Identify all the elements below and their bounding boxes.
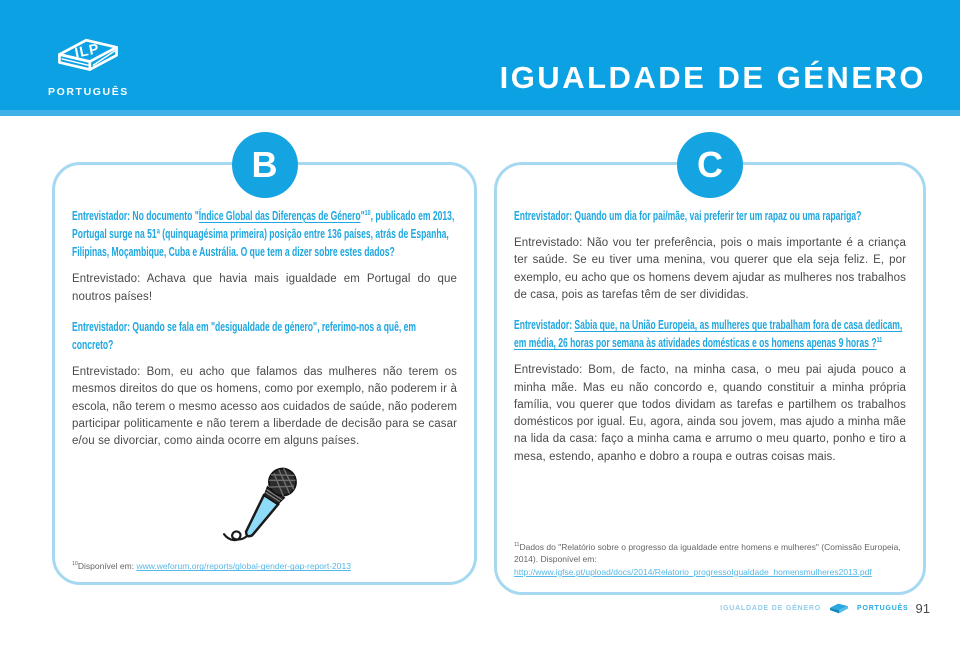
section-b-badge: [232, 132, 298, 198]
footnote-ref-10: 10: [364, 207, 371, 217]
microphone-illustration: [72, 462, 457, 556]
page-title: IGUALDADE DE GÉNERO: [499, 60, 926, 95]
brand-logo: [48, 33, 129, 110]
section-b-card: [52, 144, 477, 585]
interviewer-question-b2: Entrevistador: Quando se fala em "desigualdade de género", referimo-nos a quê, em concreto?: [72, 319, 417, 352]
interviewer-question-c2: Entrevistador: Sabia que, na União Europeia, as mulheres que trabalham fora de casa dedicam, em média, 26 horas por semana às atividades domésticas e os homens apenas 9 horas ?$^{11}$: [514, 318, 903, 351]
footnote-10-link[interactable]: www.weforum.org/reports/global-gender-gap-report-2013: [136, 561, 351, 572]
footnote-ref-11: 11: [876, 335, 883, 345]
logo-ilp-text: ILP: [73, 41, 102, 62]
section-c-card: [494, 144, 926, 595]
interviewee-answer-b1: Entrevistado: Achava que havia mais igualdade em Portugal do que noutros países!: [72, 273, 457, 303]
footnote-11-link[interactable]: http://www.igfse.pt/upload/docs/2014/Relatorio_progressoIgualdade_homensmulheres2013.pdf: [514, 566, 872, 577]
page-footer: [720, 601, 930, 616]
microphone-icon: [217, 462, 313, 556]
underlined-report-title: Índice Global das Diferenças de Género: [198, 209, 361, 223]
section-b-letter: B: [251, 144, 278, 185]
section-c-badge: [677, 132, 743, 198]
interviewer-question-b1: Entrevistador: No documento "Índice Global das Diferenças de Género"$^{10}$, publicado em 2013, Portugal surge na 51ª (quinquagésima primeira) posição entre 136 países, atrás de Espanha, Filipinas, Moçambique, Cuba e Austrália. O que tem a dizer sobre estes dados?: [72, 207, 455, 260]
header-bar: [0, 0, 960, 116]
footnote-10: $^{10}$Disponível em: www.weforum.org/reports/global-gender-gap-report-2013: [72, 561, 351, 572]
footer-book-icon: [828, 602, 850, 615]
page-number: 91: [915, 601, 930, 616]
footnote-11: $^{11}$Dados do "Relatório sobre o progresso da igualdade entre homens e mulheres" (Comissão Europeia, 2014). Disponível em: http://www.igfse.pt/upload/docs/2014/Relatorio_progressoIgualdade_homensmulheres2013.pdf: [514, 542, 901, 577]
interviewee-answer-b2: Entrevistado: Bom, eu acho que falamos das mulheres não terem os mesmos direitos do que os homens, como por exemplo, não poderem ir à escola, não terem o mesmo acesso aos cuidados de saúde, não poderem participar politicamente e não terem a liberdade de decisão para se casar e/ou se divorciar, como ainda ocorre em alguns países.: [72, 366, 457, 448]
interviewer-question-c1: Entrevistador: Quando um dia for pai/mãe, vai preferir ter um rapaz ou uma rapariga?: [514, 209, 862, 223]
section-c-letter: C: [697, 144, 723, 185]
footer-subject-label: PORTUGUÊS: [856, 605, 909, 612]
subject-label: PORTUGUÊS: [48, 86, 129, 98]
content-area: [52, 144, 926, 595]
underlined-statistic: Sabia que, na União Europeia, as mulheres que trabalham fora de casa dedicam, em média, 26 horas por semana às atividades domésticas e os homens apenas 9 horas ?: [514, 318, 903, 351]
interviewee-answer-c2: Entrevistado: Bom, de facto, na minha casa, o meu pai ajuda pouco a minha mãe. Mas eu não concordo e, quando constituir a minha própria família, vou querer que todos dividam as tarefas e partilhem os trabalhos domésticos por igual. Eu, agora, ainda sou jovem, mas ajudo a minha mãe na lida da casa: faço a minha cama e arrumo o meu quarto, ponho e tiro a mesa, estendo, apanho e dobro a roupa e outras coisas mais.: [514, 364, 906, 463]
interviewee-answer-c1: Entrevistado: Não vou ter preferência, pois o mais importante é a criança ter saúde. Se eu tiver uma menina, vou querer que ela seja feliz. E, por exemplo, eu acho que os homens devem ajudar as mulheres nos trabalhos de casa, pois as tarefas têm de ser divididas.: [514, 237, 906, 301]
footer-chapter-label: IGUALDADE DE GÉNERO: [720, 605, 821, 612]
book-logo-icon: [52, 33, 124, 83]
